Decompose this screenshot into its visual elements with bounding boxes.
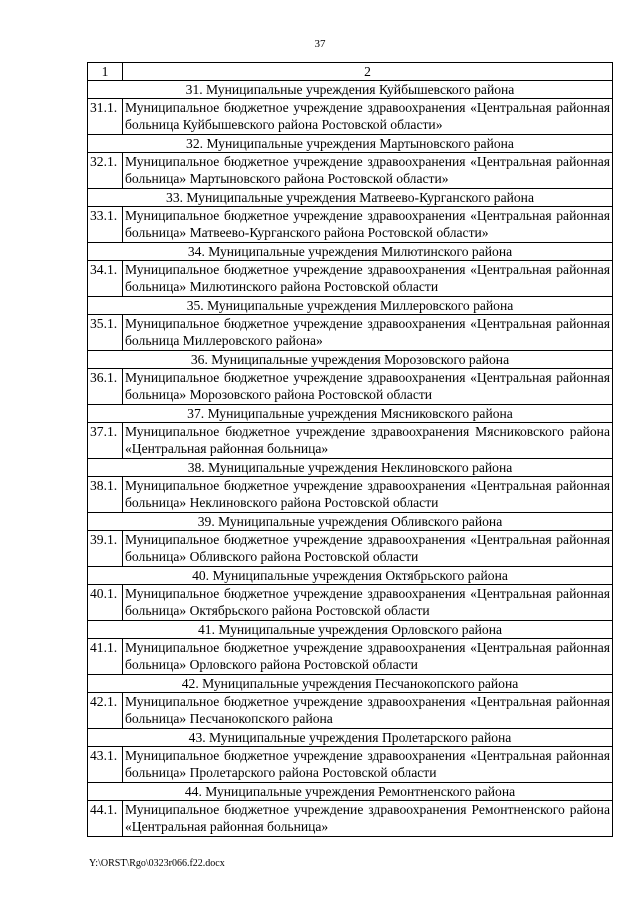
table-row <box>88 639 613 675</box>
section-title: 31. Муниципальные учреждения Куйбышевского района <box>88 81 613 99</box>
row-number: 43.1. <box>88 747 123 783</box>
row-number: 42.1. <box>88 693 123 729</box>
table-row <box>88 153 613 189</box>
institution-name: Муниципальное бюджетное учреждение здравоохранения «Центральная районная больница» Орловского района Ростовской области <box>123 639 613 675</box>
section-header-row <box>88 135 613 153</box>
document-file-path: Y:\ORST\Rgo\0323r066.f22.docx <box>89 858 225 869</box>
table-row <box>88 477 613 513</box>
section-header-row <box>88 459 613 477</box>
row-number: 40.1. <box>88 585 123 621</box>
row-number: 33.1. <box>88 207 123 243</box>
row-number: 36.1. <box>88 369 123 405</box>
institution-name: Муниципальное бюджетное учреждение здравоохранения Мясниковского района «Центральная районная больница» <box>123 423 613 459</box>
section-title: 33. Муниципальные учреждения Матвеево-Курганского района <box>88 189 613 207</box>
table-header-row <box>88 63 613 81</box>
section-header-row <box>88 783 613 801</box>
section-title: 40. Муниципальные учреждения Октябрьского района <box>88 567 613 585</box>
page-number: 37 <box>314 38 326 50</box>
section-header-row <box>88 405 613 423</box>
table-row <box>88 693 613 729</box>
institution-name: Муниципальное бюджетное учреждение здравоохранения «Центральная районная больница» Матвеево-Курганского района Ростовской области» <box>123 207 613 243</box>
table-row <box>88 369 613 405</box>
section-title: 38. Муниципальные учреждения Неклиновского района <box>88 459 613 477</box>
header-col-1: 1 <box>88 63 123 81</box>
row-number: 31.1. <box>88 99 123 135</box>
table-row <box>88 261 613 297</box>
table-row <box>88 585 613 621</box>
table-row <box>88 801 613 837</box>
section-title: 44. Муниципальные учреждения Ремонтненского района <box>88 783 613 801</box>
institution-name: Муниципальное бюджетное учреждение здравоохранения «Центральная районная больница Миллеровского района» <box>123 315 613 351</box>
table-body <box>88 63 613 837</box>
section-title: 39. Муниципальные учреждения Обливского района <box>88 513 613 531</box>
institution-name: Муниципальное бюджетное учреждение здравоохранения Ремонтненского района «Центральная районная больница» <box>123 801 613 837</box>
section-header-row <box>88 675 613 693</box>
section-title: 32. Муниципальные учреждения Мартыновского района <box>88 135 613 153</box>
section-header-row <box>88 297 613 315</box>
section-header-row <box>88 243 613 261</box>
section-header-row <box>88 513 613 531</box>
institution-name: Муниципальное бюджетное учреждение здравоохранения «Центральная районная больница» Милютинского района Ростовской области <box>123 261 613 297</box>
institution-name: Муниципальное бюджетное учреждение здравоохранения «Центральная районная больница» Октябрьского района Ростовской области <box>123 585 613 621</box>
table-row <box>88 423 613 459</box>
section-title: 35. Муниципальные учреждения Миллеровского района <box>88 297 613 315</box>
institution-name: Муниципальное бюджетное учреждение здравоохранения «Центральная районная больница» Пролетарского района Ростовской области <box>123 747 613 783</box>
row-number: 35.1. <box>88 315 123 351</box>
table-row <box>88 531 613 567</box>
row-number: 41.1. <box>88 639 123 675</box>
table-row <box>88 99 613 135</box>
section-title: 41. Муниципальные учреждения Орловского района <box>88 621 613 639</box>
section-title: 34. Муниципальные учреждения Милютинского района <box>88 243 613 261</box>
institution-name: Муниципальное бюджетное учреждение здравоохранения «Центральная районная больница» Обливского района Ростовской области <box>123 531 613 567</box>
row-number: 39.1. <box>88 531 123 567</box>
institution-name: Муниципальное бюджетное учреждение здравоохранения «Центральная районная больница Куйбышевского района Ростовской области» <box>123 99 613 135</box>
section-title: 43. Муниципальные учреждения Пролетарского района <box>88 729 613 747</box>
section-title: 42. Муниципальные учреждения Песчанокопского района <box>88 675 613 693</box>
row-number: 37.1. <box>88 423 123 459</box>
institution-name: Муниципальное бюджетное учреждение здравоохранения «Центральная районная больница» Неклиновского района Ростовской области <box>123 477 613 513</box>
section-header-row <box>88 351 613 369</box>
institution-name: Муниципальное бюджетное учреждение здравоохранения «Центральная районная больница» Мартыновского района Ростовской области» <box>123 153 613 189</box>
row-number: 34.1. <box>88 261 123 297</box>
institution-name: Муниципальное бюджетное учреждение здравоохранения «Центральная районная больница» Морозовского района Ростовской области <box>123 369 613 405</box>
section-header-row <box>88 567 613 585</box>
row-number: 32.1. <box>88 153 123 189</box>
row-number: 44.1. <box>88 801 123 837</box>
table-row <box>88 747 613 783</box>
table-row <box>88 315 613 351</box>
section-header-row <box>88 81 613 99</box>
section-title: 37. Муниципальные учреждения Мясниковского района <box>88 405 613 423</box>
table-row <box>88 207 613 243</box>
section-header-row <box>88 189 613 207</box>
section-header-row <box>88 621 613 639</box>
institutions-table <box>87 62 613 837</box>
row-number: 38.1. <box>88 477 123 513</box>
section-header-row <box>88 729 613 747</box>
header-col-2: 2 <box>123 63 613 81</box>
institution-name: Муниципальное бюджетное учреждение здравоохранения «Центральная районная больница» Песчанокопского района <box>123 693 613 729</box>
section-title: 36. Муниципальные учреждения Морозовского района <box>88 351 613 369</box>
